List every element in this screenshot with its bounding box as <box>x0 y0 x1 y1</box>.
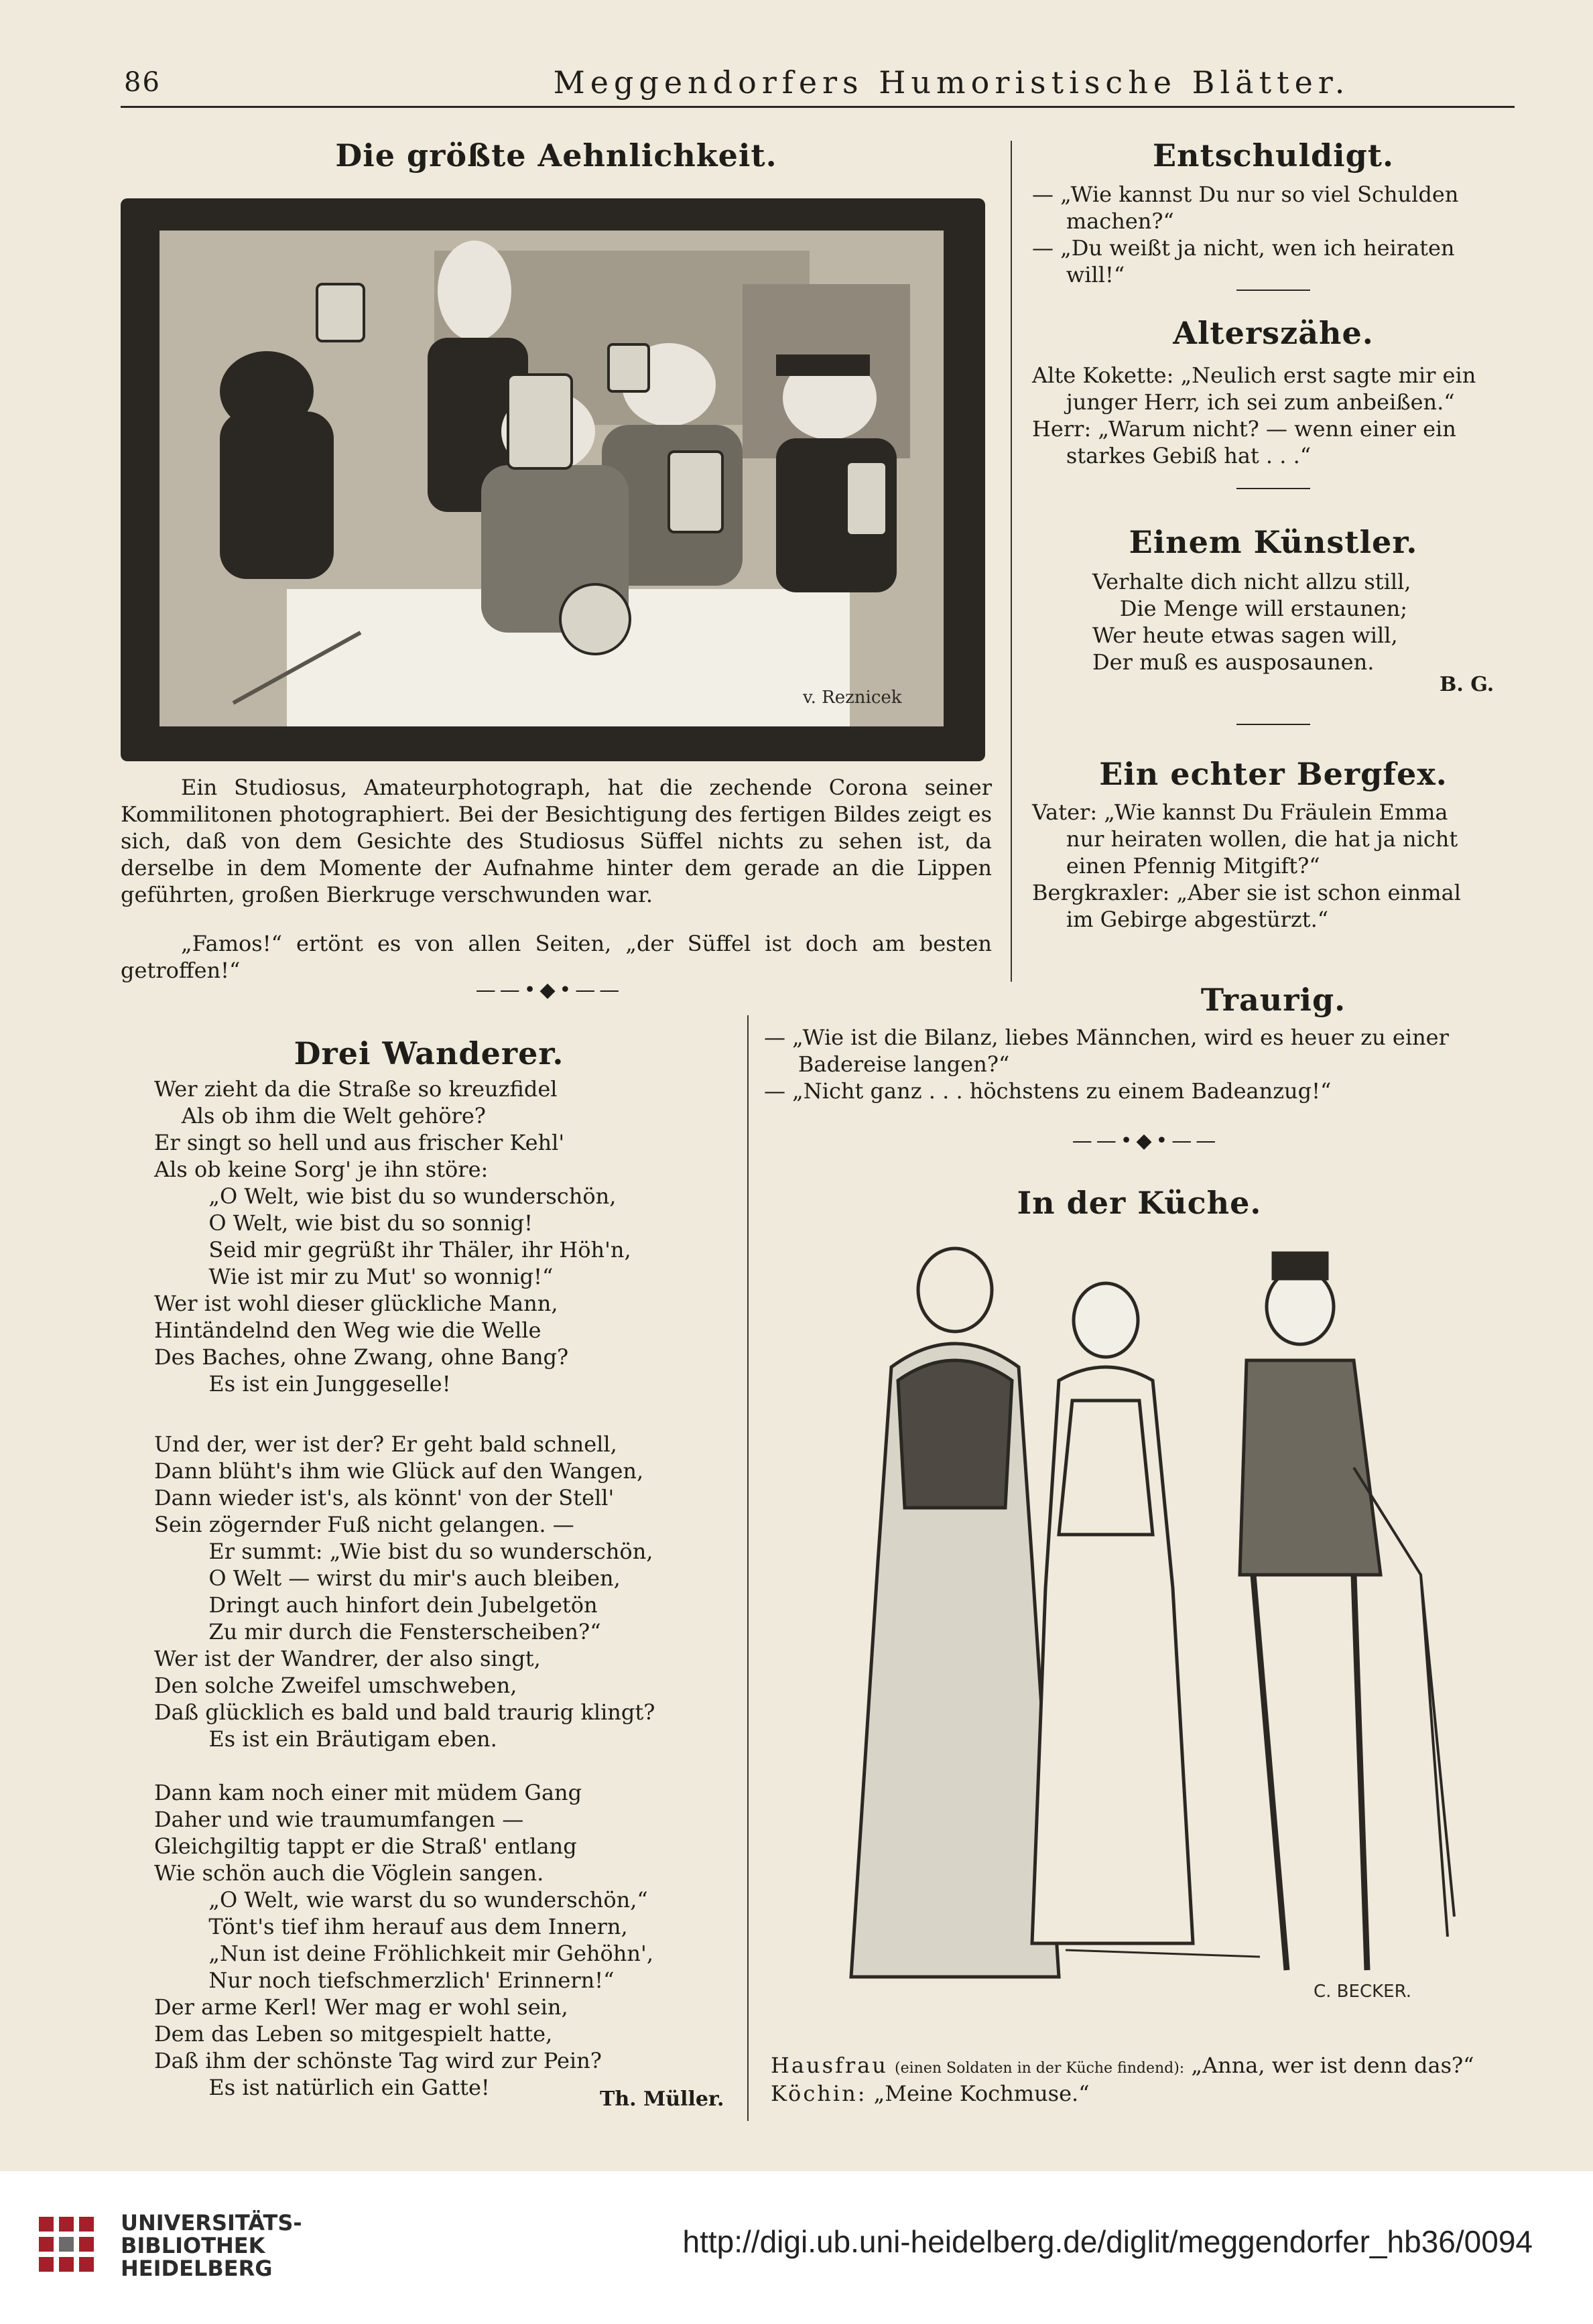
kueche-line-2: „Meine Kochmuse.“ <box>873 2081 1090 2106</box>
poem-stanza-3: Dann kam noch einer mit müdem Gang Daher und wie traumumfangen — Gleichgiltig tappt er die Straß' entlang Wie schön auch die Vöglein sangen. „O Welt, wie warst du so wunderschön,“ Tönt's tief ihm herauf aus dem Innern, „Nun ist deine Fröhlichkeit mir Gehöhn', Nur noch tiefschmerzlich' Erinnern!“ Der arme Kerl! Wer mag er wohl sein, Dem das Leben so mitgespielt hatte, Daß ihm der schönste Tag wird zur Pein? Es ist natürlich ein Gatte! <box>154 1780 653 2100</box>
column-divider-upper <box>1011 141 1012 982</box>
university-library-logo-icon <box>27 2205 107 2285</box>
kuenstler-title: Einem Künstler. <box>1129 524 1418 560</box>
divider-rule <box>1236 724 1310 725</box>
library-name: UNIVERSITÄTS- BIBLIOTHEK HEIDELBERG <box>121 2210 302 2281</box>
kitchen-scene-drawing <box>777 1226 1508 2030</box>
ornament-right: ——•◆•—— <box>1072 1129 1220 1153</box>
kueche-caption-2 <box>771 2080 1515 2107</box>
kueche-illustration <box>777 1226 1508 2030</box>
kueche-speaker-1: Hausfrau <box>771 2053 888 2078</box>
cartoon1-title: Die größte Aehnlichkeit. <box>335 137 777 174</box>
entschuldigt-title: Entschuldigt. <box>1152 137 1395 174</box>
ornament-left: ——•◆•—— <box>475 978 624 1002</box>
source-url-link[interactable]: http://digi.ub.uni-heidelberg.de/diglit/meggendorfer_hb36/0094 <box>682 2224 1533 2259</box>
cartoon1-scene <box>160 231 944 726</box>
cartoon1-signature: v. Reznicek <box>803 688 902 708</box>
page-number: 86 <box>124 67 161 98</box>
cartoon1-caption: Ein Studiosus, Amateurphotograph, hat die zechende Corona seiner Kommilitonen photographiert. Bei der Besichtigung des fertigen Bildes zeigt es sich, daß von dem Gesichte des Studiosus Süffel nichts zu sehen ist, da derselbe in dem Momente der Aufnahme hinter dem gerade an die Lippen geführten, großen Bierkruge verschwunden war. <box>121 775 992 907</box>
kueche-signature: C. BECKER. <box>1314 1982 1411 2002</box>
alterszaehe-text: Alte Kokette: „Neulich erst sagte mir ein junger Herr, ich sei zum anbeißen.“ Herr: „Warum nicht? — wenn einer ein starkes Gebiß hat . . .“ <box>1032 363 1476 468</box>
kueche-stage-note: (einen Soldaten in der Küche findend): <box>895 2060 1185 2077</box>
column-divider-lower <box>747 1015 749 2121</box>
cartoon1-caption2: „Famos!“ ertönt es von allen Seiten, „der Süffel ist doch am besten getroffen!“ <box>121 931 992 983</box>
poem-stanza-2: Und der, wer ist der? Er geht bald schnell, Dann blüht's ihm wie Glück auf den Wangen, Dann wieder ist's, als könnt' von der Stell' Sein zögernder Fuß nicht gelangen. — Er summt: „Wie bist du so wunderschön, O Welt — wirst du mir's auch bleiben, Dringt auch hinfort dein Jubelgetön Zu mir durch die Fensterscheiben?“ Wer ist der Wandrer, der also singt, Den solche Zweifel umschweben, Daß glücklich es bald und bald traurig klingt? Es ist ein Bräutigam eben. <box>154 1431 655 1752</box>
students-drinking-drawing <box>160 231 944 726</box>
bergfex-text: Vater: „Wie kannst Du Fräulein Emma nur heiraten wollen, die hat ja nicht einen Pfennig Mitgift?“ Bergkraxler: „Aber sie ist schon einmal im Gebirge abgestürzt.“ <box>1032 799 1461 932</box>
kuenstler-text: Verhalte dich nicht allzu still, Die Menge will erstaunen; Wer heute etwas sagen will, Der muß es ausposaunen. <box>1092 569 1411 675</box>
kuenstler-author: B. G. <box>1440 673 1494 696</box>
kueche-line-1: „Anna, wer ist denn das?“ <box>1191 2053 1474 2078</box>
kueche-caption-1 <box>771 2052 1515 2082</box>
bergfex-title: Ein echter Bergfex. <box>1099 756 1448 792</box>
poem-title: Drei Wanderer. <box>294 1035 564 1072</box>
alterszaehe-title: Alterszähe. <box>1173 315 1374 351</box>
journal-title: Meggendorfers Humoristische Blätter. <box>553 64 1350 101</box>
kueche-title: In der Küche. <box>1017 1185 1262 1221</box>
traurig-title: Traurig. <box>1200 982 1346 1018</box>
divider-rule <box>1236 488 1310 489</box>
cartoon1-illustration <box>121 198 985 761</box>
divider-rule <box>1236 289 1310 291</box>
traurig-text: — „Wie ist die Bilanz, liebes Männchen, wird es heuer zu einer Badereise langen?“ — „Nicht ganz . . . höchstens zu einem Badeanzug!“ <box>764 1025 1449 1104</box>
header-rule <box>121 106 1515 108</box>
entschuldigt-text: — „Wie kannst Du nur so viel Schulden machen?“ — „Du weißt ja nicht, wen ich heiraten will!“ <box>1032 182 1459 287</box>
poem-author: Th. Müller. <box>600 2087 724 2111</box>
kueche-speaker-2: Köchin: <box>771 2081 867 2106</box>
poem-stanza-1: Wer zieht da die Straße so kreuzfidel Als ob ihm die Welt gehöre? Er singt so hell und aus frischer Kehl' Als ob keine Sorg' je ihn störe: „O Welt, wie bist du so wunderschön, O Welt, wie bist du so sonnig! Seid mir gegrüßt ihr Thäler, ihr Höh'n, Wie ist mir zu Mut' so wonnig!“ Wer ist wohl dieser glückliche Mann, Hintändelnd den Weg wie die Welle Des Baches, ohne Zwang, ohne Bang? Es ist ein Junggeselle! <box>154 1076 631 1397</box>
